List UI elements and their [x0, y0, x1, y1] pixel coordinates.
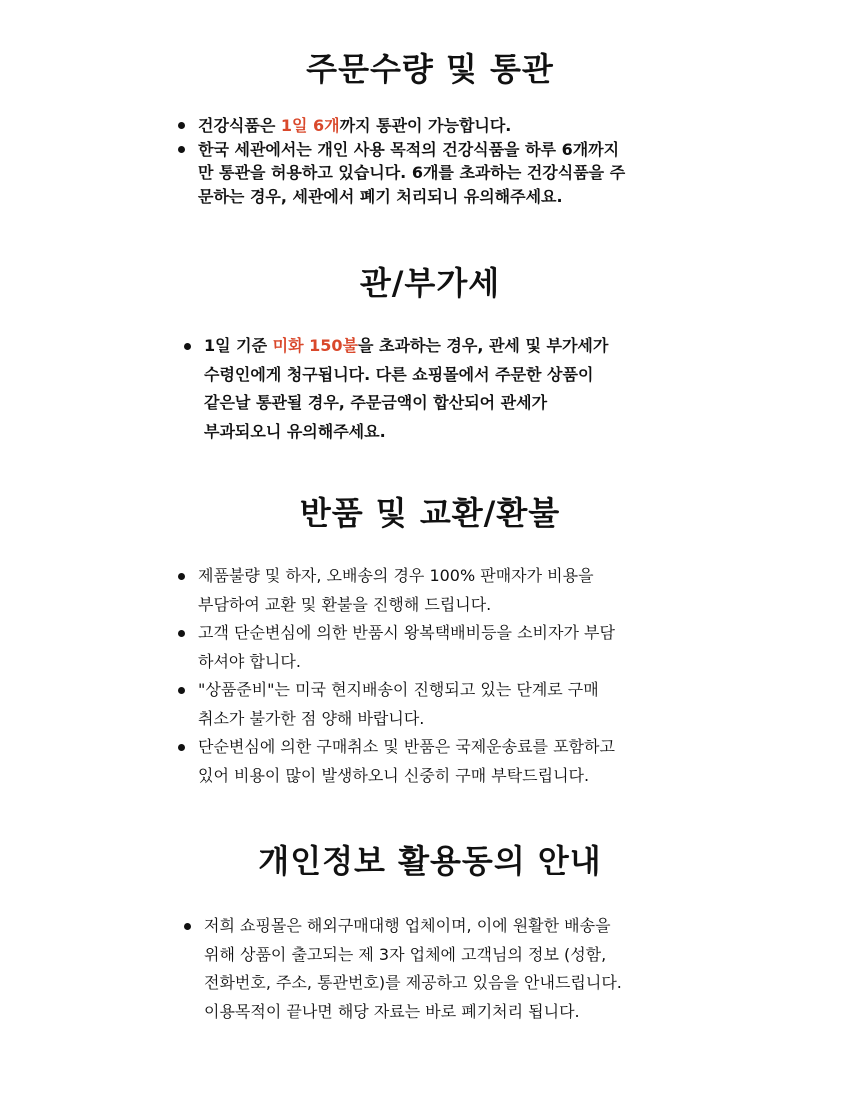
list-item [176, 676, 706, 733]
list-item-line: 부담하여 교환 및 환불을 진행해 드립니다. [198, 594, 492, 614]
list-item-line: 이용목적이 끝나면 해당 자료는 바로 폐기처리 됩니다. [204, 1001, 580, 1021]
list-item-line: 하셔야 합니다. [198, 651, 301, 671]
duty-vat-list [182, 332, 702, 446]
list-item-line: 저희 쇼핑몰은 해외구매대행 업체이며, 이에 원활한 배송을 [204, 916, 611, 935]
list-item-line: 한국 세관에서는 개인 사용 목적의 건강식품을 하루 6개까지 [198, 139, 620, 159]
list-item-line: 같은날 통관될 경우, 주문금액이 합산되어 관세가 [204, 393, 548, 412]
list-item-line: "상품준비"는 미국 현지배송이 진행되고 있는 단계로 구매 [198, 680, 599, 699]
highlight-daily-limit: 1일 6개 [280, 116, 340, 135]
list-item-line: 취소가 불가한 점 양해 바랍니다. [198, 708, 425, 728]
list-item-line: 있어 비용이 많이 발생하오니 신중히 구매 부탁드립니다. [198, 765, 590, 785]
list-item [176, 619, 706, 676]
list-item-line: 단순변심에 의한 구매취소 및 반품은 국제운송료를 포함하고 [198, 737, 615, 756]
list-item [182, 912, 702, 1026]
returns-list [176, 562, 706, 790]
list-item-line: 문하는 경우, 세관에서 폐기 처리되니 유의해주세요. [198, 186, 563, 206]
list-item-text: 까지 통관이 가능합니다. [339, 116, 512, 135]
list-item-text: 1일 기준 [204, 336, 273, 355]
list-item [182, 332, 702, 446]
list-item-line: 부과되오니 유의해주세요. [204, 421, 386, 441]
list-item-line: 제품불량 및 하자, 오배송의 경우 100% 판매자가 비용을 [198, 566, 594, 585]
list-item-line: 위해 상품이 출고되는 제 3자 업체에 고객님의 정보 (성함, [204, 944, 607, 964]
section-title-privacy: 개인정보 활용동의 안내 [258, 842, 602, 880]
list-item [176, 562, 706, 619]
section-title-returns: 반품 및 교환/환불 [299, 494, 561, 532]
list-item [176, 733, 706, 790]
list-item-line: 수령인에게 청구됩니다. 다른 쇼핑몰에서 주문한 상품이 [204, 364, 594, 384]
list-item-line: 만 통관을 허용하고 있습니다. 6개를 초과하는 건강식품을 주 [198, 163, 626, 182]
section-title-order-quantity: 주문수량 및 통관 [306, 50, 554, 88]
order-quantity-list [176, 114, 706, 208]
highlight-usd-limit: 미화 150불 [272, 336, 358, 355]
section-title-duty-vat: 관/부가세 [359, 264, 501, 302]
list-item-text: 건강식품은 [198, 116, 281, 135]
list-item [176, 114, 706, 138]
list-item-line: 고객 단순변심에 의한 반품시 왕복택배비등을 소비자가 부담 [198, 623, 615, 642]
privacy-list [182, 912, 702, 1026]
list-item-line: 전화번호, 주소, 통관번호)를 제공하고 있음을 안내드립니다. [204, 973, 622, 992]
list-item-text: 을 초과하는 경우, 관세 및 부가세가 [358, 336, 609, 355]
list-item [176, 138, 706, 209]
